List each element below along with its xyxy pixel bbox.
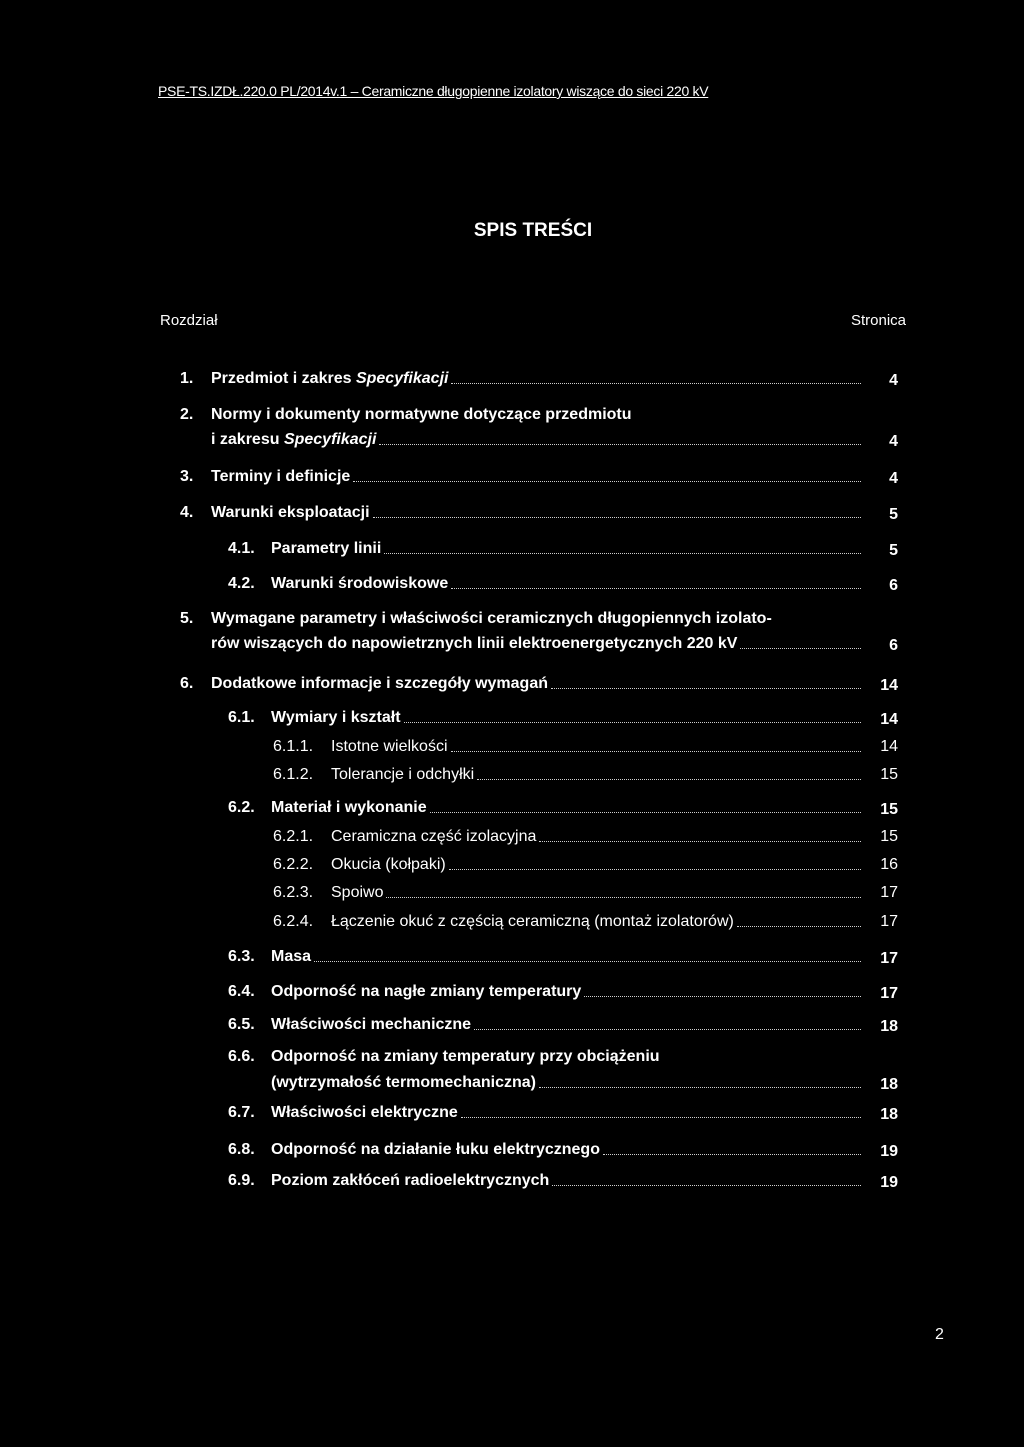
dot-leader [603, 1153, 861, 1155]
toc-entry-link[interactable] [331, 856, 864, 874]
toc-page-number: 18 [880, 1106, 898, 1123]
dot-leader [386, 896, 861, 898]
toc-number: 6.2. [228, 799, 255, 816]
toc-entry-link[interactable] [271, 948, 864, 966]
dot-leader [740, 647, 861, 649]
toc-page-number: 17 [880, 950, 898, 967]
toc-entry-title: Poziom zakłóceń radioelektrycznych [271, 1172, 550, 1189]
dot-leader [451, 587, 861, 589]
page-title: SPIS TREŚCI [473, 220, 593, 241]
toc-entry-link[interactable] [331, 913, 864, 931]
toc-entry-link[interactable] [331, 828, 864, 846]
toc-entry-first-line: Normy i dokumenty normatywne dotyczące przedmiotu [211, 406, 632, 423]
toc-number: 6.4. [228, 983, 255, 1000]
toc-number: 4.2. [228, 575, 255, 592]
toc-entry-title: Parametry linii [271, 540, 382, 557]
toc-entry-title: Właściwości mechaniczne [271, 1016, 472, 1033]
toc-entry-link[interactable] [271, 983, 864, 1001]
toc-entry-title: Tolerancje i odchyłki [331, 766, 475, 783]
toc-entry-title: Warunki środowiskowe [271, 575, 449, 592]
toc-entry-title: Istotne wielkości [331, 738, 448, 755]
toc-number: 4.1. [228, 540, 255, 557]
toc-page-number: 6 [889, 637, 898, 654]
dot-leader [477, 778, 861, 780]
column-label-page: Stronica [850, 312, 906, 329]
toc-number: 2. [180, 406, 194, 423]
toc-number: 4. [180, 504, 194, 521]
toc-entry-link[interactable] [331, 766, 864, 784]
toc-page-number: 17 [880, 884, 898, 901]
toc-number: 3. [180, 468, 194, 485]
toc-page-number: 4 [889, 372, 898, 389]
dot-leader [430, 811, 861, 813]
toc-entry-link[interactable] [211, 468, 864, 486]
toc-number: 6.7. [228, 1104, 255, 1121]
toc-number: 6.2.2. [273, 856, 314, 873]
toc-entry-title: Masa [271, 948, 312, 965]
dot-leader [353, 480, 861, 482]
toc-page-number: 15 [880, 766, 898, 783]
toc-page-number: 5 [889, 542, 898, 559]
toc-entry-title: Wymiary i kształt [271, 709, 401, 726]
toc-entry-link[interactable] [211, 675, 864, 693]
toc-page-number: 4 [889, 470, 898, 487]
toc-page-number: 15 [880, 801, 898, 818]
toc-page-number: 18 [880, 1076, 898, 1093]
toc-page-number: 14 [880, 677, 898, 694]
toc-page-number: 6 [889, 577, 898, 594]
dot-leader [584, 995, 861, 997]
toc-entry-title: Materiał i wykonanie [271, 799, 427, 816]
dot-leader [451, 750, 862, 752]
toc-number: 6.6. [228, 1048, 255, 1065]
toc-page-number: 19 [880, 1174, 898, 1191]
toc-entry-title: rów wiszących do napowietrznych linii elektroenergetycznych 220 kV [211, 635, 738, 652]
toc-entry-link[interactable] [271, 799, 864, 817]
toc-entry-title: Dodatkowe informacje i szczegóły wymagań [211, 675, 548, 692]
dot-leader [449, 868, 861, 870]
toc-number: 6.1. [228, 709, 255, 726]
toc-page-number: 18 [880, 1018, 898, 1035]
toc-entry-title: Terminy i definicje [211, 468, 351, 485]
toc-entry-link[interactable] [211, 370, 864, 388]
toc-entry-link[interactable] [271, 709, 864, 727]
toc-number: 6.2.1. [273, 828, 314, 845]
dot-leader [552, 1184, 861, 1186]
running-header: PSE-TS.IZDŁ.220.0 PL/2014v.1 – Ceramiczne długopienne izolatory wiszące do sieci 220 kV [158, 83, 709, 99]
toc-entry-link[interactable] [271, 1016, 864, 1034]
toc-page-number: 19 [880, 1143, 898, 1160]
toc-number: 6.8. [228, 1141, 255, 1158]
toc-number: 6.1.2. [273, 766, 314, 783]
toc-entry-link[interactable] [271, 1141, 864, 1159]
toc-entry-link[interactable] [271, 540, 864, 558]
toc-entry-title: Łączenie okuć z częścią ceramiczną (montaż izolatorów) [331, 913, 734, 930]
toc-entry-title: Odporność na nagłe zmiany temperatury [271, 983, 582, 1000]
dot-leader [737, 925, 861, 927]
toc-entry-link[interactable] [271, 575, 864, 593]
toc-number: 6.3. [228, 948, 255, 965]
toc-number: 1. [180, 370, 194, 387]
dot-leader [451, 382, 861, 384]
toc-number: 6.2.3. [273, 884, 314, 901]
toc-entry-link[interactable] [271, 1074, 864, 1092]
toc-entry-title: Warunki eksploatacji [211, 504, 370, 521]
toc-entry-title: Ceramiczna część izolacyjna [331, 828, 537, 845]
dot-leader [551, 687, 861, 689]
toc-page-number: 16 [880, 856, 898, 873]
toc-page-number: 17 [880, 985, 898, 1002]
toc-page-number: 17 [880, 913, 898, 930]
toc-entry-title-italic: Specyfikacji [283, 431, 377, 448]
toc-page-number: 15 [880, 828, 898, 845]
toc-entry-link[interactable] [211, 635, 864, 653]
toc-number: 6.5. [228, 1016, 255, 1033]
toc-entry-title: Spoiwo [331, 884, 384, 901]
toc-entry-link[interactable] [271, 1104, 864, 1122]
toc-number: 6.2.4. [273, 913, 314, 930]
dot-leader [373, 516, 861, 518]
toc-number: 5. [180, 610, 194, 627]
toc-entry-title-italic: Specyfikacji [355, 370, 449, 387]
toc-entry-link[interactable] [271, 1172, 864, 1190]
toc-page-number: 14 [880, 738, 898, 755]
toc-entry-title: i zakresu Specyfikacji [211, 431, 377, 448]
toc-number: 6.1.1. [273, 738, 314, 755]
toc-entry-first-line: Odporność na zmiany temperatury przy obciążeniu [271, 1048, 660, 1065]
dot-leader [461, 1116, 861, 1118]
toc-entry-link[interactable] [331, 738, 864, 756]
toc-page-number: 5 [889, 506, 898, 523]
dot-leader [474, 1028, 861, 1030]
toc-number: 6. [180, 675, 194, 692]
toc-entry-title: (wytrzymałość termomechaniczna) [271, 1074, 536, 1091]
dot-leader [404, 721, 861, 723]
toc-entry-title: Odporność na działanie łuku elektrycznego [271, 1141, 600, 1158]
toc-entry-first-line: Wymagane parametry i właściwości ceramicznych długopiennych izolato- [211, 610, 772, 627]
toc-entry-link[interactable] [211, 431, 864, 449]
dot-leader [384, 552, 861, 554]
dot-leader [379, 443, 861, 445]
toc-entry-link[interactable] [211, 504, 864, 522]
toc-entry-title: Przedmiot i zakres Specyfikacji [211, 370, 449, 387]
toc-entry-link[interactable] [331, 884, 864, 902]
dot-leader [314, 960, 861, 962]
toc-entry-title: Okucia (kołpaki) [331, 856, 446, 873]
toc-entry-title: Właściwości elektryczne [271, 1104, 458, 1121]
dot-leader [539, 1086, 861, 1088]
toc-page-number: 4 [889, 433, 898, 450]
column-label-chapter: Rozdział [160, 312, 218, 329]
toc-number: 6.9. [228, 1172, 255, 1189]
page-number: 2 [935, 1326, 944, 1343]
dot-leader [539, 840, 861, 842]
toc-page-number: 14 [880, 711, 898, 728]
